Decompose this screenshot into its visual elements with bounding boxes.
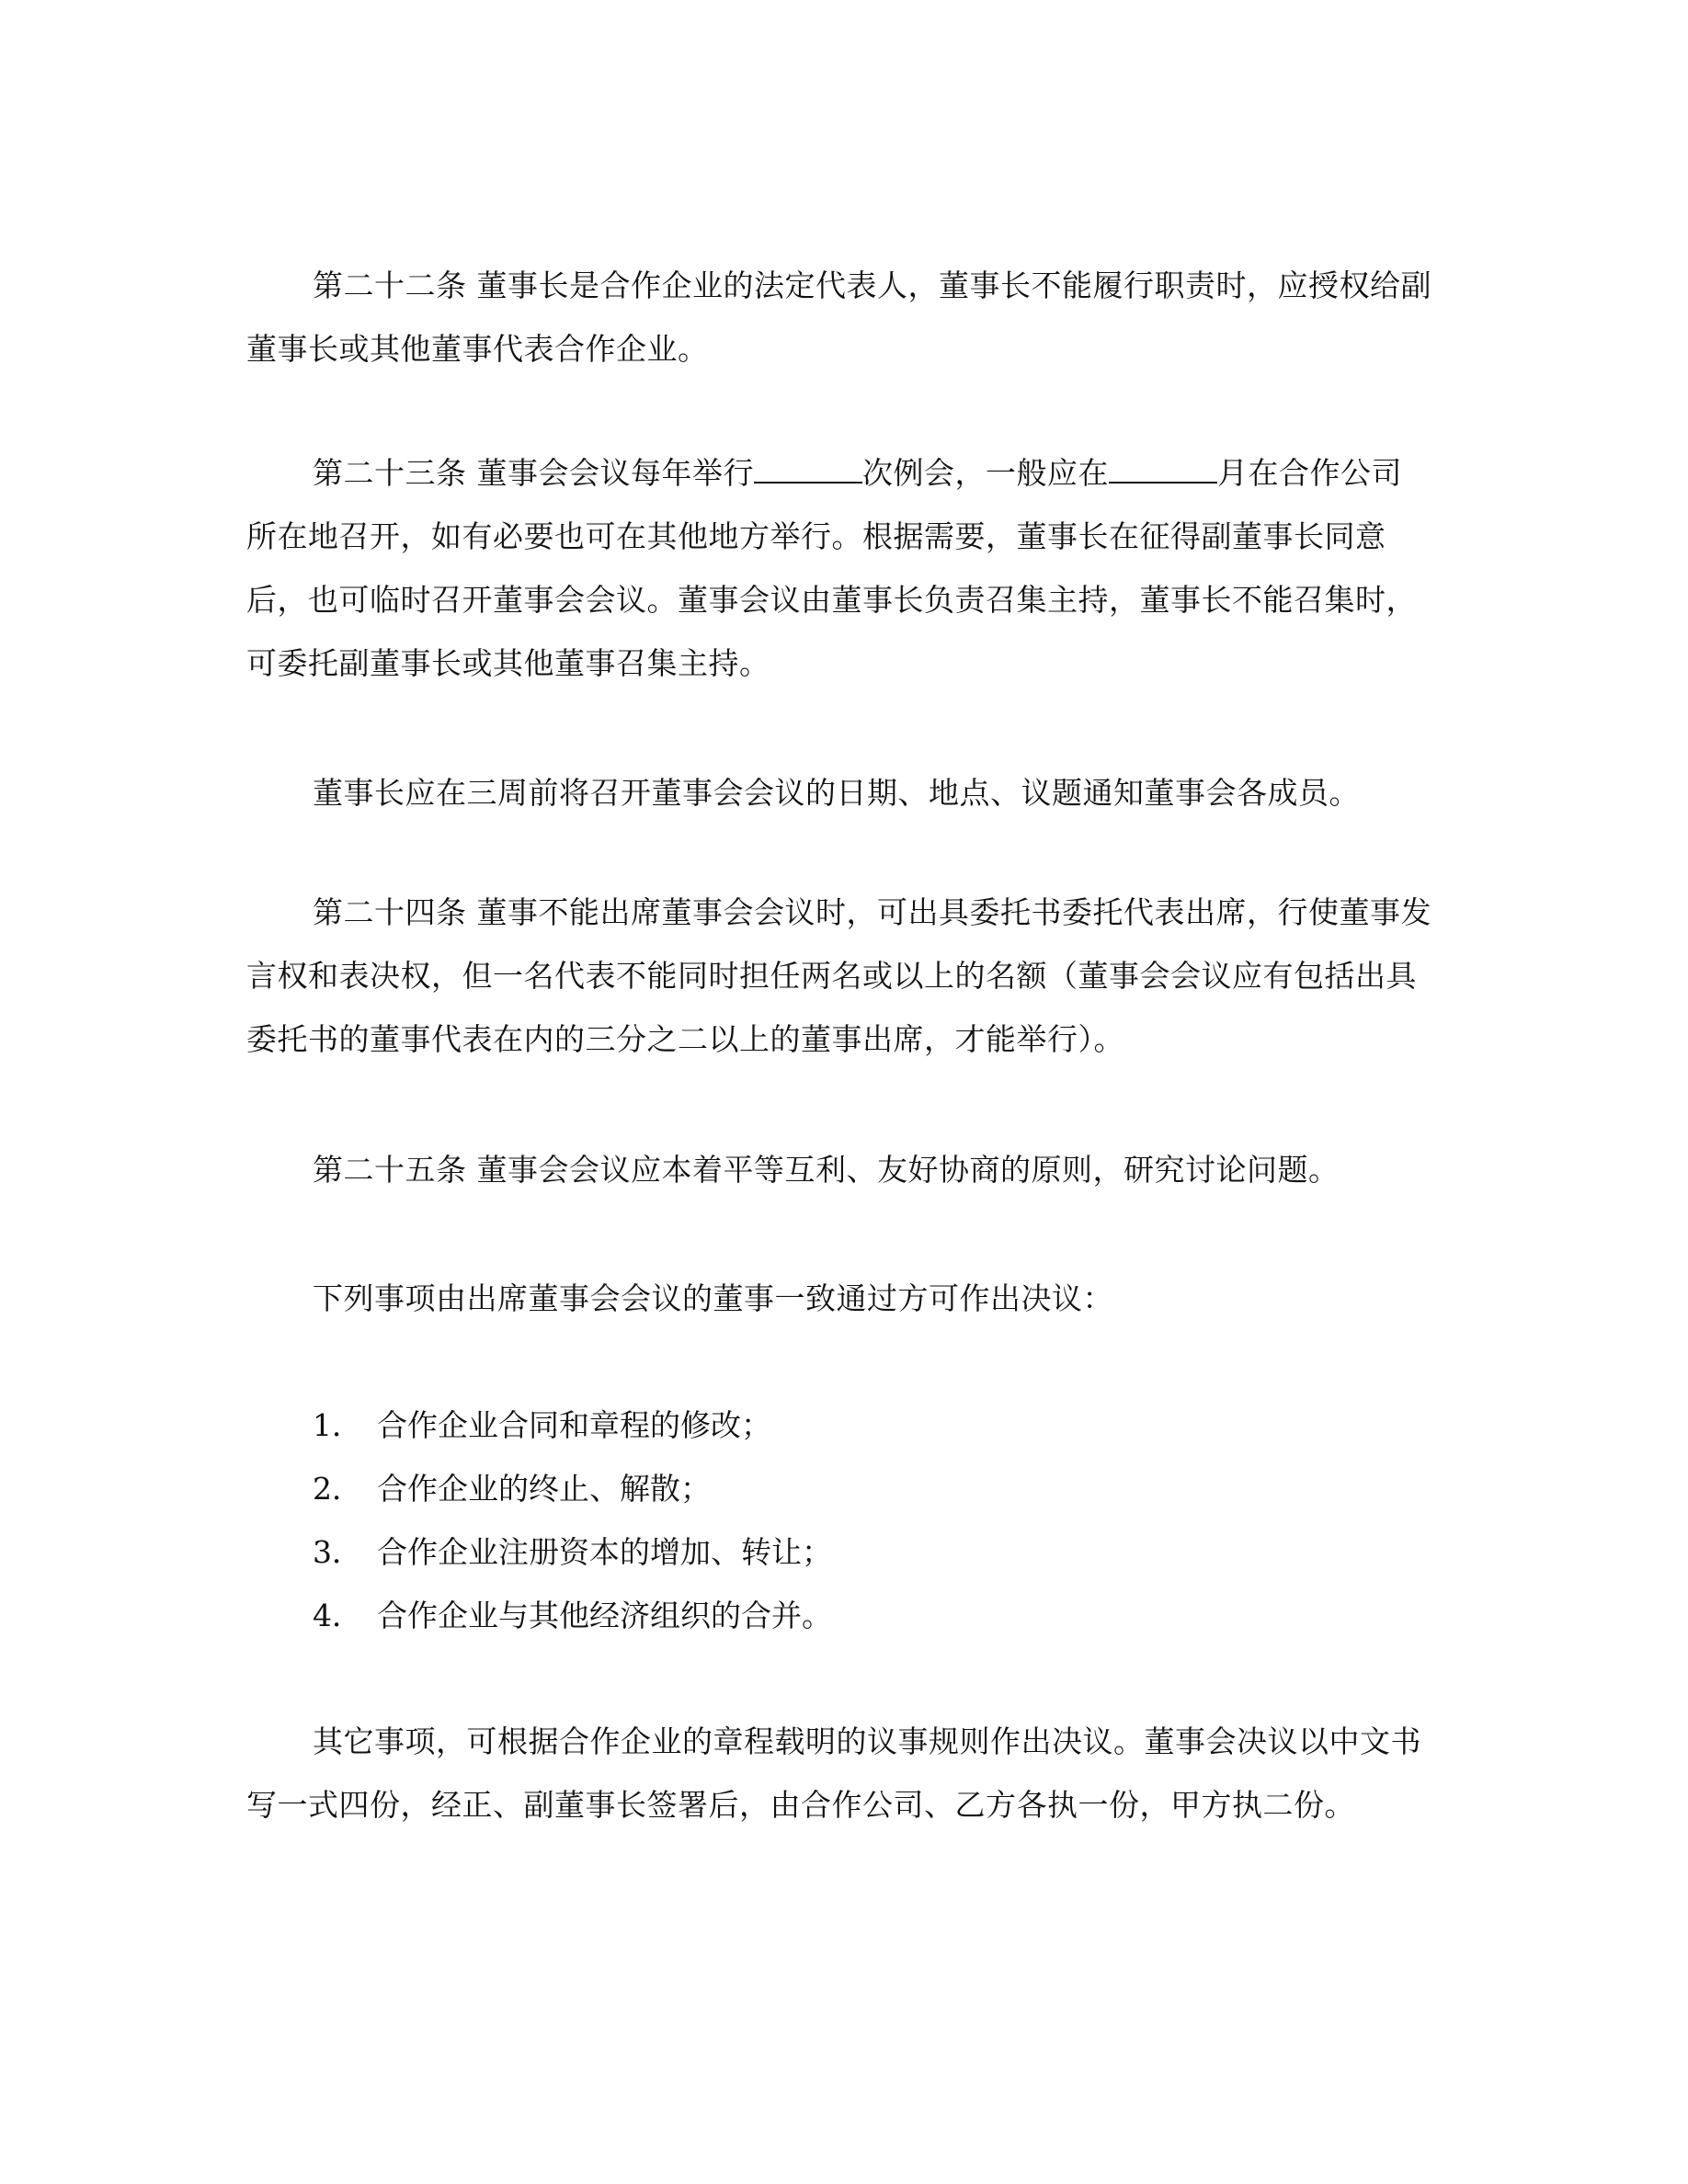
article-23-part-a: 第二十三条 董事会会议每年举行 (313, 455, 754, 491)
list-item-number: 1． (313, 1407, 362, 1443)
other-matters: 其它事项，可根据合作企业的章程载明的议事规则作出决议。董事会决议以中文书写一式四份，经正、副董事长签署后，由合作公司、乙方各执一份，甲方执二份。 (246, 1723, 1421, 1823)
unanimous-items-list (313, 1393, 832, 1647)
article-24: 第二十四条 董事不能出席董事会会议时，可出具委托书委托代表出席，行使董事发言权和表决权，但一名代表不能同时担任两名或以上的名额（董事会会议应有包括出具委托书的董事代表在内的三分之二以上的董事出席，才能举行）。 (246, 894, 1431, 1057)
blank-month (1109, 454, 1217, 483)
blank-session-count (754, 454, 862, 483)
list-item-number: 4． (313, 1598, 362, 1633)
list-item-number: 2． (313, 1471, 362, 1507)
article-23 (246, 441, 1432, 695)
article-22: 第二十二条 董事长是合作企业的法定代表人，董事长不能履行职责时，应授权给副董事长或其他董事代表合作企业。 (246, 267, 1431, 367)
meeting-notice: 董事长应在三周前将召开董事会会议的日期、地点、议题通知董事会各成员。 (313, 775, 1360, 811)
article-25: 第二十五条 董事会会议应本着平等互利、友好协商的原则，研究讨论问题。 (313, 1152, 1340, 1188)
list-item-number: 3． (313, 1534, 362, 1570)
list-item-text: 合作企业与其他经济组织的合并。 (377, 1598, 832, 1633)
list-item (313, 1457, 832, 1520)
article-23-part-b: 次例会，一般应在 (862, 455, 1109, 491)
list-item (313, 1393, 832, 1457)
list-item-text: 合作企业注册资本的增加、转让； (377, 1534, 832, 1570)
article-23-part-c: 月在合作公司所在地召开，如有必要也可在其他地方举行。根据需要，董事长在征得副董事长同意后，也可临时召开董事会会议。董事会议由董事长负责召集主持，董事长不能召集时，可委托副董事长或其他董事召集主持。 (246, 455, 1417, 681)
list-item-text: 合作企业合同和章程的修改； (377, 1407, 771, 1443)
unanimous-intro: 下列事项由出席董事会会议的董事一致通过方可作出决议： (313, 1280, 1113, 1316)
list-item (313, 1584, 832, 1647)
list-item-text: 合作企业的终止、解散； (377, 1471, 711, 1507)
list-item (313, 1520, 832, 1584)
